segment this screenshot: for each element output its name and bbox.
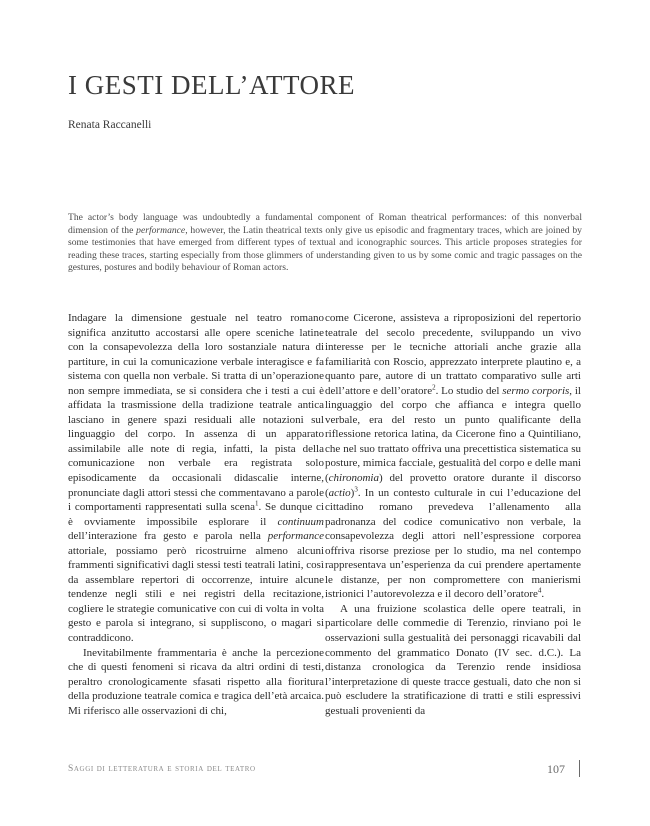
- footnote-marker[interactable]: 3: [354, 484, 358, 493]
- body-paragraph: Inevitabilmente frammentaria è anche la percezione che di questi fenomeni si ricava da altri ordini di testi, peraltro cronologicamente sfasati rispetto alla fioritura della produzione teatrale comica e tragica dell’età arcaica. Mi riferisco alle osservazioni di chi,: [68, 646, 324, 717]
- footnote-marker[interactable]: 1: [254, 499, 259, 508]
- article-author: Renata Raccanelli: [68, 119, 152, 131]
- body-paragraph: come Cicerone, assisteva a riproposizioni del repertorio teatrale del secolo precedente, sviluppando un vivo interesse per le tecniche attoriali anche grazie alla familiarità con Roscio, apprezzato interprete plautino e, a quanto pare, autore di un trattato comparativo sulle arti dell’attore e dell’oratore$^2$. Lo studio del sermo corporis, il linguaggio del corpo che affianca e integra quello verbale, era del resto un punto qualificante della riflessione retorica latina, da Cicerone fino a Quintiliano, che nel suo trattato offriva una precettistica sistematica su posture, mimica facciale, gestualità del corpo e delle mani (chironomia) del provetto oratore durante il discorso (actio)$^3$. In un contesto culturale in cui l’educazione del cittadino romano prevedeva l’allenamento alla padronanza del codice comunicativo non verbale, la consapevolezza degli attori nell’espressione corporea offriva risorse preziose per lo studio, ma nel contempo rappresentava un’esperienza da cui prendere apertamente le distanze, per non compromettere con manierismi istrionici l’autorevolezza e il decoro dell’oratore$^4$.: [325, 312, 581, 601]
- article-abstract: The actor’s body language was undoubtedly a fundamental component of Roman theatrical performances: of this nonverbal dimension of the performance, however, the Latin theatrical texts only give us episodic and fragmentary traces, which are joined by some testimonies that have emerged from different types of textual and iconographic sources. This article proposes strategies for reading these traces, starting especially from those glimmers of understanding given to us by some comic and tragic passages on the gestures, postures and bodily behaviour of Roman actors.: [68, 212, 582, 274]
- article-title: I GESTI DELL’ATTORE: [68, 70, 355, 100]
- body-paragraph: Indagare la dimensione gestuale nel teatro romano significa anzitutto accostarsi alle opere sceniche latine con la consapevolezza della loro sostanziale natura di partiture, in cui la comunicazione verbale interagisce e fa sistema con quella non verbale. Si tratta di un’operazione non sempre immediata, se si considera che i testi a cui è affidata la trasmissione della tradizione teatrale antica lasciano in genere spazi residuali alle notazioni sul linguaggio del corpo. In assenza di un apparato assimilabile alle note di regia, infatti, la pista della comunicazione non verbale era registrata solo episodicamente da occasionali didascalie interne, pronunciate dagli attori stessi che commentavano a parole i comportamenti rappresentati sulla scena$^1$. Se dunque ci è ovviamente impossibile esplorare il continuum dell’interazione fra gesto e parola nella performance attoriale, possiamo però ricostruirne almeno alcuni frammenti significativi dagli stessi testi teatrali latini, così da assemblare repertori di occorrenze, intuire alcune tendenze negli stili e nei registri della recitazione, cogliere le strategie comunicative con cui di volta in volta gesto e parola si integrano, si suppliscono, o magari si contraddicono.: [68, 312, 324, 645]
- footnote-marker[interactable]: 2: [432, 383, 436, 392]
- footer-divider: [579, 760, 580, 777]
- footnote-marker[interactable]: 4: [537, 586, 542, 595]
- running-footer-journal: Saggi di letteratura e storia del teatro: [68, 764, 256, 774]
- body-paragraph: A una fruizione scolastica delle opere teatrali, in particolare delle commedie di Terenzio, rinviano poi le osservazioni sulla gestualità dei personaggi ricavabili dal commento del grammatico Donato (IV sec. d.C.). La distanza cronologica da Terenzio rende insidiosa l’interpretazione di queste tracce gestuali, dato che non si può escludere la stratificazione di tratti e stili espressivi gestuali provenienti da: [325, 602, 581, 717]
- page-number: 107: [547, 762, 565, 776]
- body-column-right: [325, 311, 581, 718]
- body-column-left: [68, 311, 324, 718]
